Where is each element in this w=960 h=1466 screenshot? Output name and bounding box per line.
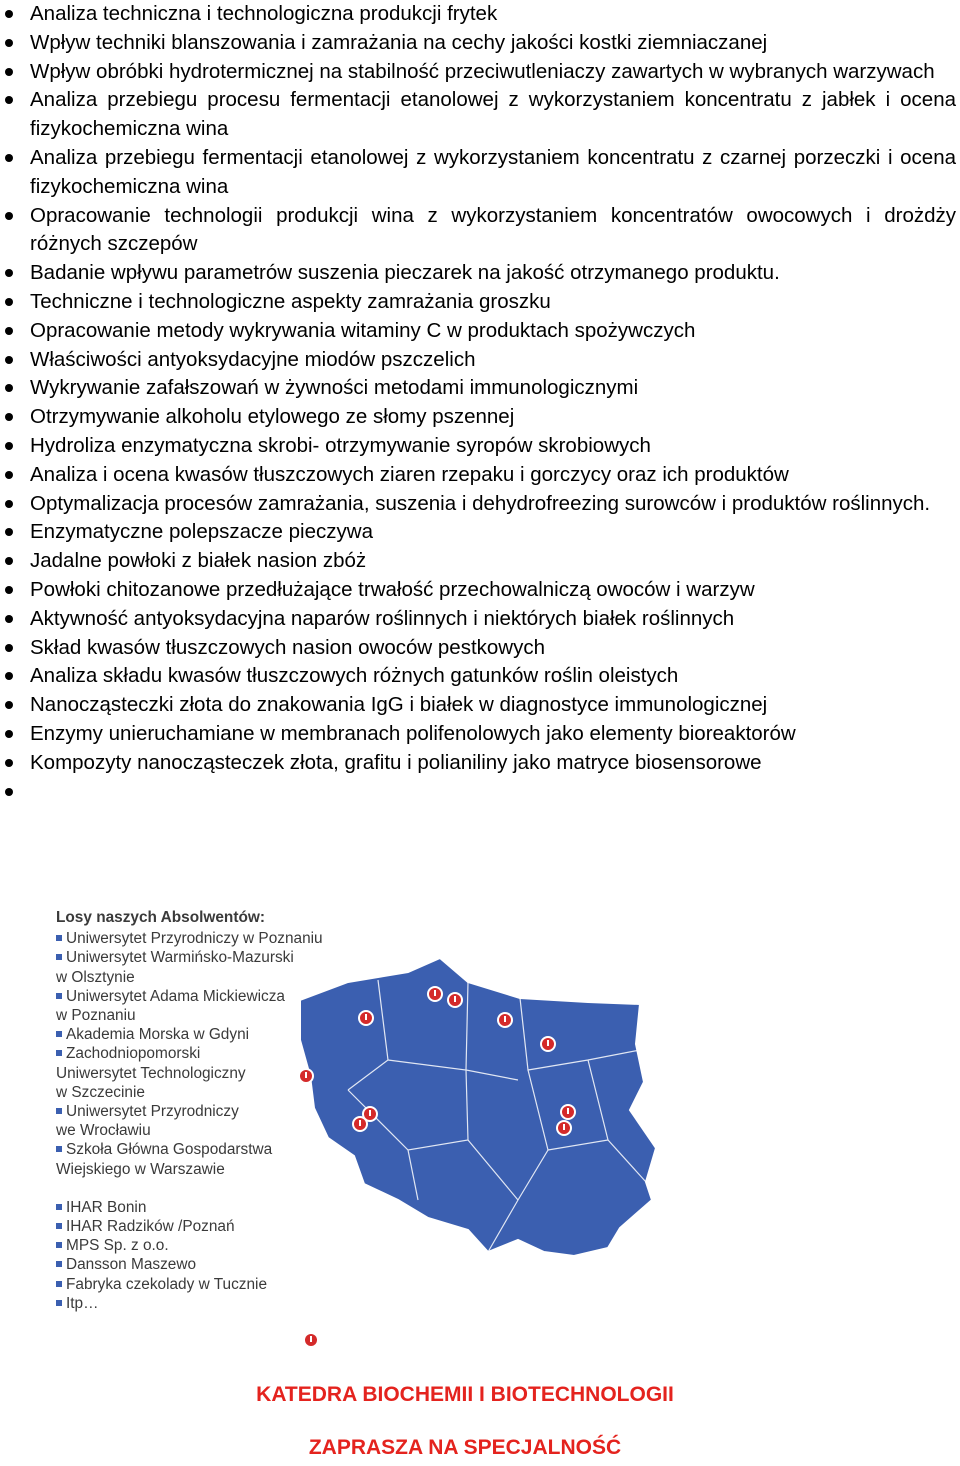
legend-item-continued: w Szczecinie (56, 1083, 145, 1101)
list-item: Analiza przebiegu fermentacji etanolowej z wykorzystaniem koncentratu z czarnej porzeczki i ocena fizykochemiczna wina (0, 144, 960, 202)
legend-item-continued: w Poznaniu (56, 1007, 136, 1025)
legend-heading: Losy naszych Absolwentów: (56, 909, 265, 926)
list-item: Analiza techniczna i technologiczna produkcji frytek (0, 0, 960, 29)
list-item: Aktywność antyoksydacyjna naparów roślinnych i niektórych białek roślinnych (0, 605, 960, 634)
legend-item-continued: w Olsztynie (56, 968, 135, 986)
list-item: Nanocząsteczki złota do znakowania IgG i białek w diagnostyce immunologicznej (0, 691, 960, 720)
list-item: Badanie wpływu parametrów suszenia pieczarek na jakość otrzymanego produktu. (0, 259, 960, 288)
legend-company-item: Itp… (56, 1294, 346, 1313)
list-item: Wykrywanie zafałszowań w żywności metodami immunologicznymi (0, 374, 960, 403)
legend-company-item: IHAR Radzików /Poznań (56, 1217, 346, 1236)
list-item: Analiza składu kwasów tłuszczowych różnych gatunków roślin oleistych (0, 662, 960, 691)
list-item: Właściwości antyoksydacyjne miodów pszczelich (0, 346, 960, 375)
legend-item: Uniwersytet Przyrodniczy (56, 1102, 346, 1121)
legend-item-continued: Wiejskiego w Warszawie (56, 1160, 225, 1178)
legend-gap (56, 1179, 346, 1198)
map-marker-icon (556, 1120, 572, 1136)
list-item: Opracowanie technologii produkcji wina z wykorzystaniem koncentratów owocowych i drożdży różnych szczepów (0, 202, 960, 260)
legend-item: Akademia Morska w Gdyni (56, 1025, 346, 1044)
list-item: Opracowanie metody wykrywania witaminy C w produktach spożywczych (0, 317, 960, 346)
legend-item: Zachodniopomorski (56, 1044, 346, 1063)
legend-company-item: Fabryka czekolady w Tucznie (56, 1275, 346, 1294)
map-marker-icon (497, 1012, 513, 1028)
list-item: Otrzymywanie alkoholu etylowego ze słomy pszennej (0, 403, 960, 432)
legend-item-continued: Uniwersytet Technologiczny (56, 1064, 246, 1082)
list-item: Techniczne i technologiczne aspekty zamrażania groszku (0, 288, 960, 317)
map-marker-icon (560, 1104, 576, 1120)
legend-company-item: Dansson Maszewo (56, 1255, 346, 1274)
invitation-text: ZAPRASZA NA SPECJALNOŚĆ (308, 1436, 622, 1459)
list-item: Skład kwasów tłuszczowych nasion owoców pestkowych (0, 634, 960, 663)
list-item: Hydroliza enzymatyczna skrobi- otrzymywanie syropów skrobiowych (0, 432, 960, 461)
graduates-legend (56, 908, 346, 1313)
department-name: KATEDRA BIOCHEMII I BIOTECHNOLOGII (256, 1383, 674, 1406)
graduates-map-figure (48, 900, 668, 1360)
list-item: Optymalizacja procesów zamrażania, suszenia i dehydrofreezing surowców i produktów roślinnych. (0, 490, 960, 519)
legend-company-item: IHAR Bonin (56, 1198, 346, 1217)
list-item: Jadalne powłoki z białek nasion zbóż (0, 547, 960, 576)
list-item: Wpływ obróbki hydrotermicznej na stabilność przeciwutleniaczy zawartych w wybranych warzywach (0, 58, 960, 87)
legend-item-continued: we Wrocławiu (56, 1122, 151, 1140)
map-marker-icon (303, 1332, 319, 1348)
list-item: Kompozyty nanocząsteczek złota, grafitu i polianiliny jako matryce biosensorowe (0, 749, 960, 778)
map-marker-icon (358, 1010, 374, 1026)
list-item: Analiza przebiegu procesu fermentacji etanolowej z wykorzystaniem koncentratu z jabłek i ocena fizykochemiczna wina (0, 86, 960, 144)
legend-item: Uniwersytet Adama Mickiewicza (56, 987, 346, 1006)
list-item: Analiza i ocena kwasów tłuszczowych ziaren rzepaku i gorczycy oraz ich produktów (0, 461, 960, 490)
legend-item: Szkoła Główna Gospodarstwa (56, 1140, 346, 1159)
list-item: Powłoki chitozanowe przedłużające trwałość przechowalniczą owoców i warzyw (0, 576, 960, 605)
list-item: Enzymy unieruchamiane w membranach polifenolowych jako elementy bioreaktorów (0, 720, 960, 749)
legend-item: Uniwersytet Warmińsko-Mazurski (56, 948, 346, 967)
poland-map-shape (300, 958, 656, 1256)
map-marker-icon (447, 992, 463, 1008)
map-marker-icon (427, 986, 443, 1002)
map-marker-icon (540, 1036, 556, 1052)
empty-list-item (0, 778, 960, 807)
list-item: Wpływ techniki blanszowania i zamrażania na cechy jakości kostki ziemniaczanej (0, 29, 960, 58)
list-item: Enzymatyczne polepszacze pieczywa (0, 518, 960, 547)
legend-item: Uniwersytet Przyrodniczy w Poznaniu (56, 929, 346, 948)
legend-company-item: MPS Sp. z o.o. (56, 1236, 346, 1255)
map-marker-icon (352, 1116, 368, 1132)
